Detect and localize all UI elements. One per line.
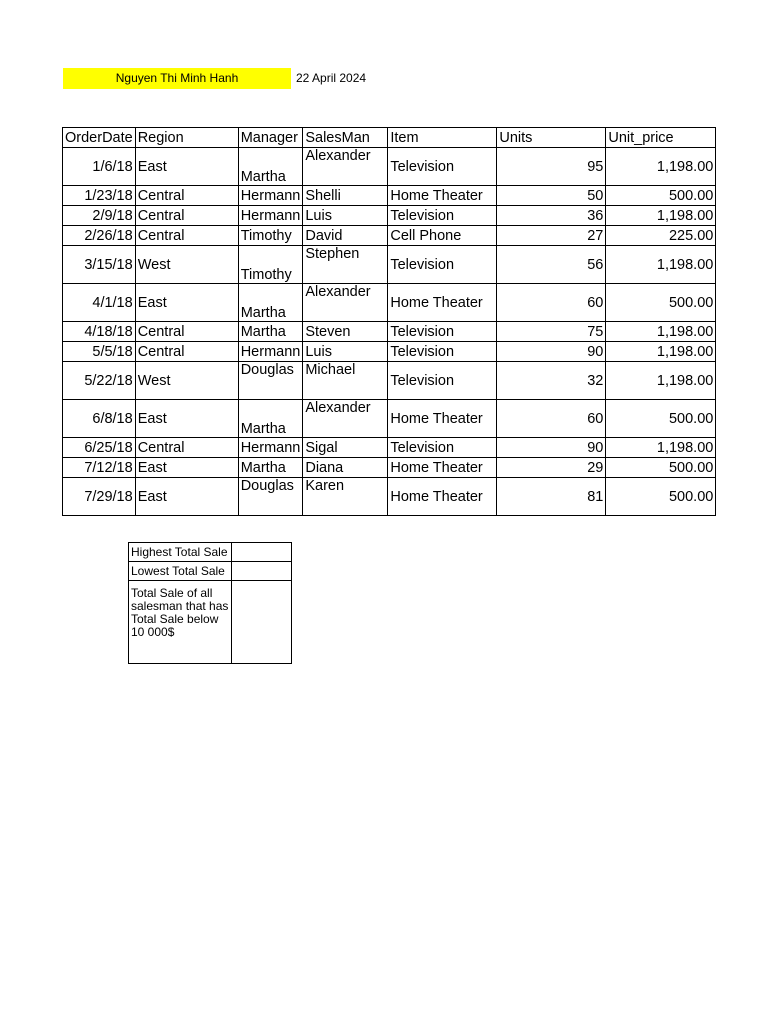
column-header[interactable]: Manager: [238, 128, 303, 148]
table-cell[interactable]: 7/29/18: [63, 478, 136, 516]
table-cell[interactable]: 2/26/18: [63, 226, 136, 246]
table-row: [63, 322, 716, 342]
table-cell[interactable]: Martha: [238, 322, 303, 342]
table-cell[interactable]: Home Theater: [388, 284, 497, 322]
table-row: [63, 438, 716, 458]
column-header[interactable]: Units: [497, 128, 606, 148]
table-cell[interactable]: 500.00: [606, 400, 716, 438]
column-header[interactable]: Unit_price: [606, 128, 716, 148]
table-cell[interactable]: Sigal: [303, 438, 388, 458]
summary-row-lowest: [129, 562, 292, 581]
table-cell[interactable]: Luis: [303, 206, 388, 226]
table-cell[interactable]: Douglas: [238, 362, 303, 400]
table-cell[interactable]: Home Theater: [388, 478, 497, 516]
table-cell[interactable]: 5/22/18: [63, 362, 136, 400]
table-cell[interactable]: 29: [497, 458, 606, 478]
lowest-total-sale-label[interactable]: Lowest Total Sale: [129, 562, 232, 581]
table-cell[interactable]: 4/18/18: [63, 322, 136, 342]
table-cell[interactable]: Hermann: [238, 438, 303, 458]
table-cell[interactable]: 5/5/18: [63, 342, 136, 362]
table-cell[interactable]: 6/25/18: [63, 438, 136, 458]
total-sale-below-10000-label[interactable]: Total Sale of all salesman that has Total Sale below 10 000$: [129, 581, 232, 664]
orders-table: [62, 127, 716, 516]
lowest-total-sale-value[interactable]: [232, 562, 292, 581]
table-cell[interactable]: Television: [388, 206, 497, 226]
table-cell[interactable]: Luis: [303, 342, 388, 362]
table-cell[interactable]: Home Theater: [388, 400, 497, 438]
table-cell[interactable]: 60: [497, 284, 606, 322]
table-cell[interactable]: Steven: [303, 322, 388, 342]
table-cell[interactable]: 4/1/18: [63, 284, 136, 322]
table-cell[interactable]: 1,198.00: [606, 362, 716, 400]
table-cell[interactable]: West: [135, 246, 238, 284]
table-cell[interactable]: 1,198.00: [606, 322, 716, 342]
table-cell[interactable]: 1/23/18: [63, 186, 136, 206]
table-cell[interactable]: 1,198.00: [606, 342, 716, 362]
table-cell[interactable]: 1/6/18: [63, 148, 136, 186]
table-row: [63, 148, 716, 186]
table-cell[interactable]: 81: [497, 478, 606, 516]
header-row: [63, 128, 716, 148]
table-cell[interactable]: Douglas: [238, 478, 303, 516]
table-row: [63, 206, 716, 226]
table-cell[interactable]: East: [135, 458, 238, 478]
table-cell[interactable]: Central: [135, 438, 238, 458]
summary-table: [128, 542, 292, 664]
table-cell[interactable]: Diana: [303, 458, 388, 478]
table-cell[interactable]: Central: [135, 186, 238, 206]
table-cell[interactable]: Timothy: [238, 226, 303, 246]
table-cell[interactable]: 32: [497, 362, 606, 400]
table-cell[interactable]: 36: [497, 206, 606, 226]
table-cell[interactable]: 50: [497, 186, 606, 206]
table-row: [63, 362, 716, 400]
table-cell[interactable]: Television: [388, 362, 497, 400]
table-cell[interactable]: West: [135, 362, 238, 400]
table-cell[interactable]: Television: [388, 438, 497, 458]
table-cell[interactable]: Television: [388, 148, 497, 186]
table-cell[interactable]: 56: [497, 246, 606, 284]
table-cell[interactable]: Home Theater: [388, 186, 497, 206]
table-cell[interactable]: 3/15/18: [63, 246, 136, 284]
table-cell[interactable]: 1,198.00: [606, 148, 716, 186]
table-cell[interactable]: 1,198.00: [606, 438, 716, 458]
table-cell[interactable]: Television: [388, 342, 497, 362]
table-cell[interactable]: Hermann: [238, 186, 303, 206]
table-cell[interactable]: Alexander: [303, 400, 388, 438]
table-cell[interactable]: Shelli: [303, 186, 388, 206]
table-cell[interactable]: 2/9/18: [63, 206, 136, 226]
table-row: [63, 246, 716, 284]
table-cell[interactable]: Television: [388, 322, 497, 342]
table-cell[interactable]: Central: [135, 226, 238, 246]
table-cell[interactable]: 90: [497, 438, 606, 458]
table-row: [63, 186, 716, 206]
table-cell[interactable]: 500.00: [606, 284, 716, 322]
total-sale-below-10000-value[interactable]: [232, 581, 292, 664]
table-cell[interactable]: Martha: [238, 284, 303, 322]
column-header[interactable]: OrderDate: [63, 128, 136, 148]
table-cell[interactable]: 1,198.00: [606, 246, 716, 284]
table-cell[interactable]: East: [135, 284, 238, 322]
table-cell[interactable]: Michael: [303, 362, 388, 400]
table-cell[interactable]: 7/12/18: [63, 458, 136, 478]
table-cell[interactable]: 6/8/18: [63, 400, 136, 438]
column-header[interactable]: Item: [388, 128, 497, 148]
summary-row-highest: [129, 543, 292, 562]
table-cell[interactable]: Stephen: [303, 246, 388, 284]
date-cell[interactable]: 22 April 2024: [296, 71, 367, 85]
table-cell[interactable]: Hermann: [238, 342, 303, 362]
summary-row-below-10000: [129, 581, 292, 664]
table-cell[interactable]: East: [135, 478, 238, 516]
highest-total-sale-value[interactable]: [232, 543, 292, 562]
table-cell[interactable]: East: [135, 400, 238, 438]
table-cell[interactable]: Cell Phone: [388, 226, 497, 246]
highest-total-sale-label[interactable]: Highest Total Sale: [129, 543, 232, 562]
table-cell[interactable]: Central: [135, 322, 238, 342]
table-cell[interactable]: 95: [497, 148, 606, 186]
table-cell[interactable]: Television: [388, 246, 497, 284]
table-row: [63, 458, 716, 478]
table-row: [63, 400, 716, 438]
column-header[interactable]: Region: [135, 128, 238, 148]
table-row: [63, 284, 716, 322]
table-cell[interactable]: Alexander: [303, 148, 388, 186]
table-row: [63, 226, 716, 246]
table-cell[interactable]: Central: [135, 342, 238, 362]
table-cell[interactable]: 60: [497, 400, 606, 438]
student-name-cell[interactable]: Nguyen Thi Minh Hanh: [63, 68, 291, 89]
table-cell[interactable]: Martha: [238, 400, 303, 438]
table-cell[interactable]: Alexander: [303, 284, 388, 322]
column-header[interactable]: SalesMan: [303, 128, 388, 148]
table-cell[interactable]: Karen: [303, 478, 388, 516]
table-cell[interactable]: David: [303, 226, 388, 246]
table-cell[interactable]: Home Theater: [388, 458, 497, 478]
table-cell[interactable]: 225.00: [606, 226, 716, 246]
table-cell[interactable]: 75: [497, 322, 606, 342]
table-cell[interactable]: 500.00: [606, 478, 716, 516]
table-cell[interactable]: Hermann: [238, 206, 303, 226]
table-cell[interactable]: East: [135, 148, 238, 186]
table-cell[interactable]: Central: [135, 206, 238, 226]
table-cell[interactable]: 500.00: [606, 458, 716, 478]
table-row: [63, 478, 716, 516]
table-cell[interactable]: 27: [497, 226, 606, 246]
table-cell[interactable]: Martha: [238, 148, 303, 186]
table-cell[interactable]: Timothy: [238, 246, 303, 284]
table-row: [63, 342, 716, 362]
table-cell[interactable]: 500.00: [606, 186, 716, 206]
table-cell[interactable]: 1,198.00: [606, 206, 716, 226]
table-cell[interactable]: Martha: [238, 458, 303, 478]
table-cell[interactable]: 90: [497, 342, 606, 362]
